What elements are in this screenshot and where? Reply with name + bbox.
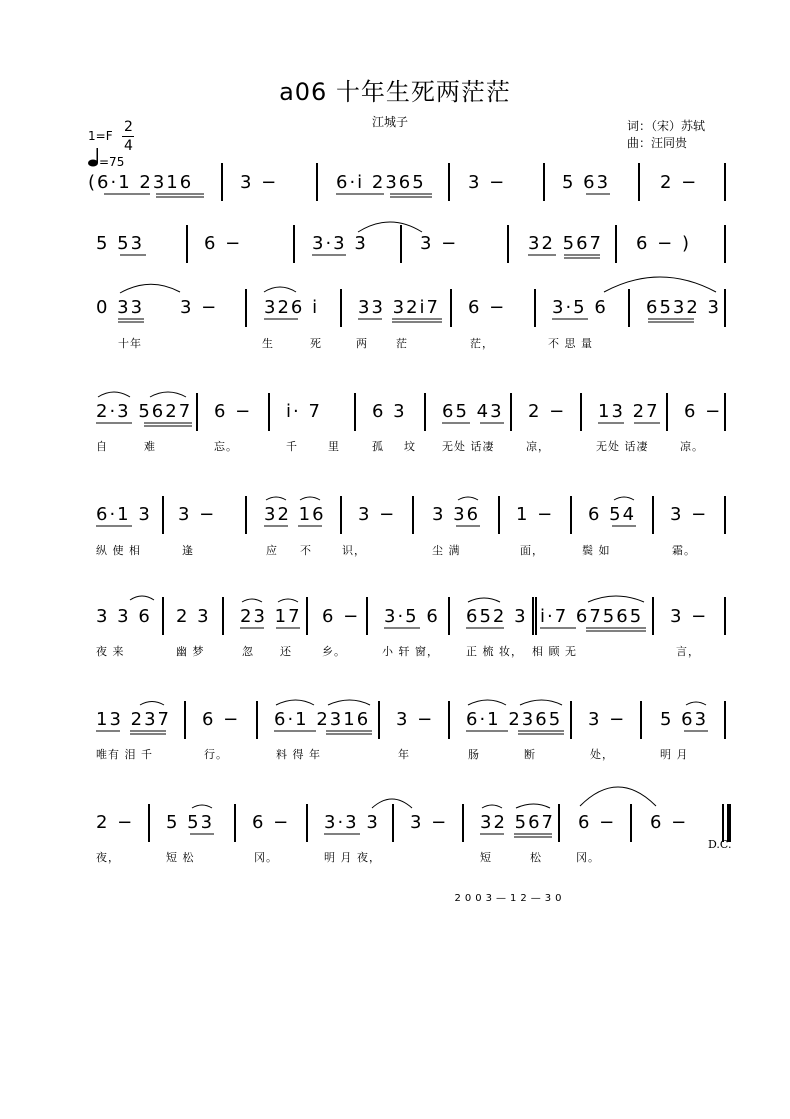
beam-line	[96, 731, 166, 734]
lyric: 明 月	[660, 748, 689, 761]
tie-arc	[242, 599, 298, 602]
lyric: 冈。	[254, 851, 278, 864]
measure: 6 3	[372, 401, 407, 422]
measure: 2 −	[96, 812, 135, 833]
lyric: 料 得 年	[276, 748, 321, 761]
measure: 3 −	[396, 709, 435, 730]
tie-arc	[98, 392, 186, 397]
measure: 3 −	[240, 172, 279, 193]
measure: 6 −	[204, 233, 243, 254]
lyric: 自	[96, 440, 108, 453]
tie-arc	[130, 596, 154, 600]
measure: 3 −	[468, 172, 507, 193]
key-signature: 1=F	[88, 129, 113, 143]
lyric: 处，	[590, 748, 614, 761]
lyric: 相 顾 无	[532, 645, 577, 658]
lyric: 孤	[372, 440, 384, 453]
measure: 6 −	[468, 297, 507, 318]
lyric: 无处 话凄	[442, 440, 495, 453]
measure: i·7 67565	[540, 606, 644, 627]
lyric: 鬓 如	[582, 544, 611, 557]
measure: 3 −	[410, 812, 449, 833]
lyric: 生	[262, 337, 274, 350]
measure: 6 54	[588, 504, 637, 525]
lyric: 小 轩 窗，	[382, 645, 439, 658]
lyric: 面，	[520, 544, 544, 557]
lyric: 逢	[182, 544, 194, 557]
song-form-label: 江城子	[372, 115, 409, 129]
measure: 6 −	[684, 401, 723, 422]
measure: 5 53	[96, 233, 145, 254]
measure: 6 −	[252, 812, 291, 833]
measure: 1 −	[516, 504, 555, 525]
measure: 6 −	[202, 709, 241, 730]
tie-arc	[266, 497, 320, 500]
measure: 3·5 6	[552, 297, 608, 318]
measure: 13 27	[598, 401, 660, 422]
beam-line	[684, 702, 708, 731]
measure: (6·1 2316	[88, 172, 194, 193]
lyric: 肠	[468, 748, 480, 761]
measure: 652 3	[466, 606, 528, 627]
measure: 3 −	[358, 504, 397, 525]
measure: 3 −	[670, 504, 709, 525]
measure: 5 53	[166, 812, 215, 833]
tie-arc	[468, 700, 562, 705]
slur-arc	[604, 277, 716, 292]
measure: 6 −	[650, 812, 689, 833]
slur-arc	[580, 787, 656, 806]
beam-line	[96, 423, 192, 426]
measure: 2 3	[176, 606, 211, 627]
measure: 65 43	[442, 401, 504, 422]
beam-line	[104, 194, 204, 197]
lyric: 无处 话凄	[596, 440, 649, 453]
beam-line	[648, 319, 694, 322]
measure: 6·i 2365	[336, 172, 426, 193]
lyric: 年	[398, 748, 410, 761]
measure: 3·3 3	[312, 233, 368, 254]
tie-arc	[372, 799, 412, 808]
measure: 6·1 2316	[274, 709, 371, 730]
beam-line	[264, 287, 298, 319]
measure: 6 −	[214, 401, 253, 422]
measure: 6 − )	[636, 233, 691, 254]
time-signature-top: 2	[124, 119, 133, 135]
lyric: 还	[280, 645, 292, 658]
measure: 5 63	[660, 709, 709, 730]
lyric: 坟	[404, 440, 416, 453]
lyric: 里	[328, 440, 340, 453]
lyric: 唯有 泪 千	[96, 748, 153, 761]
beam-line	[612, 497, 636, 526]
lyric: 凉。	[680, 440, 704, 453]
time-signature-bottom: 4	[124, 138, 133, 154]
lyric: 不	[300, 544, 312, 557]
beam-line	[274, 731, 372, 734]
lyric: 幽 梦	[176, 645, 205, 658]
measure: 6·1 3	[96, 504, 152, 525]
tie-arc	[120, 284, 180, 293]
beam-line	[358, 319, 442, 322]
measure: 6 −	[578, 812, 617, 833]
measure: i· 7	[286, 401, 322, 422]
measure: 23 17	[240, 606, 302, 627]
lyric: 千	[286, 440, 298, 453]
lyric: 乡。	[322, 645, 346, 658]
measure: 2·3 5627	[96, 401, 193, 422]
measure: 2 −	[660, 172, 699, 193]
lyric: 行。	[204, 748, 228, 761]
lyric: 冈。	[576, 851, 600, 864]
lyric: 忘。	[214, 440, 238, 453]
lyric: 纵 使 相	[96, 544, 141, 557]
measure: 3·3 3	[324, 812, 380, 833]
slur-arc	[588, 596, 644, 602]
lyric: 应	[266, 544, 278, 557]
measure: 3 −	[178, 504, 217, 525]
beam-line	[466, 731, 564, 734]
measure: 6 −	[322, 606, 361, 627]
measure: 6532 3	[646, 297, 721, 318]
lyric: 凉，	[526, 440, 550, 453]
lyric: 忽	[242, 645, 254, 658]
lyric: 两	[356, 337, 368, 350]
measure: 3 −	[588, 709, 627, 730]
measure: 3 −	[180, 297, 219, 318]
da-capo-mark: D.C.	[708, 838, 732, 851]
lyric: 明 月 夜，	[324, 851, 381, 864]
tempo-value: =75	[99, 155, 125, 169]
lyric: 尘 满	[432, 544, 461, 557]
tie-arc	[140, 702, 164, 706]
measure: 3·5 6	[384, 606, 440, 627]
lyric: 茫，	[470, 337, 494, 350]
lyric: 夜，	[96, 851, 120, 864]
lyric: 死	[310, 337, 322, 350]
lyric: 短 松	[166, 851, 195, 864]
measure: 32 567	[528, 233, 603, 254]
lyric: 茫	[396, 337, 408, 350]
beam-line	[336, 194, 432, 197]
lyric: 不 思 量	[548, 337, 593, 350]
measure: 3 3 6	[96, 606, 152, 627]
measure: 3 −	[420, 233, 459, 254]
tie-arc	[358, 222, 422, 232]
lyric: 难	[144, 440, 156, 453]
measure: 32 567	[480, 812, 555, 833]
lyric: 正 梳 妆，	[466, 645, 523, 658]
lyric: 识，	[342, 544, 366, 557]
page-title: a06 十年生死两茫茫	[279, 78, 511, 106]
measure: 6·1 2365	[466, 709, 563, 730]
lyric: 松	[530, 851, 542, 864]
measure: 33 32i7	[358, 297, 440, 318]
beam-line	[118, 319, 144, 322]
lyric: 霜。	[672, 544, 696, 557]
lyric: 短	[480, 851, 492, 864]
beam-line	[480, 834, 552, 837]
beam-line	[540, 628, 646, 631]
tie-arc	[276, 700, 370, 705]
beam-line	[190, 805, 214, 834]
measure: 13 237	[96, 709, 171, 730]
measure: 3 36	[432, 504, 481, 525]
lyric: 言，	[676, 645, 700, 658]
measure: 2 −	[528, 401, 567, 422]
beam-line	[456, 497, 480, 526]
measure: 326 i	[264, 297, 320, 318]
lyricist-credit: 词：（宋）苏轼	[627, 119, 706, 133]
lyric: 十年	[118, 337, 142, 350]
measure: 5 63	[562, 172, 611, 193]
beam-line	[466, 598, 504, 628]
measure: 0 33	[96, 297, 145, 318]
lyric: 夜 来	[96, 645, 125, 658]
measure: 32 16	[264, 504, 326, 525]
composer-credit: 曲：汪同贵	[627, 136, 688, 150]
date: 2003—12—30	[454, 893, 566, 904]
lyric: 断	[524, 748, 536, 761]
measure: 3 −	[670, 606, 709, 627]
beam-line	[528, 255, 600, 258]
tie-arc	[482, 804, 550, 808]
